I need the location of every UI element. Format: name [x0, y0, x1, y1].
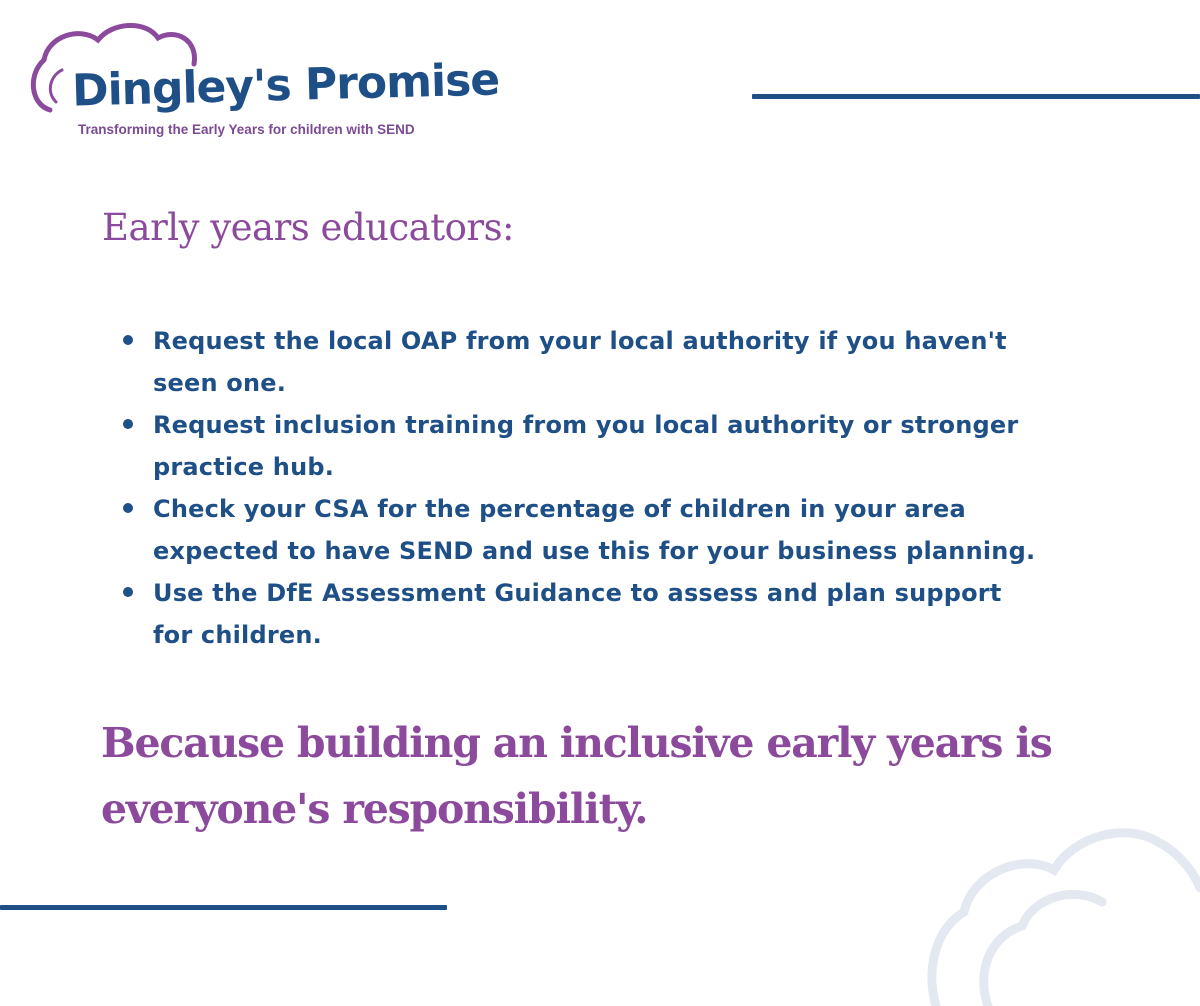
bottom-divider	[0, 905, 447, 910]
list-item-line: Use the DfE Assessment Guidance to assess and plan support	[153, 579, 1002, 607]
list-item-line: for children.	[153, 621, 322, 649]
bullet-dot-icon	[123, 419, 133, 429]
list-item-line: Request inclusion training from you local authority or stronger	[153, 411, 1019, 439]
cloud-outline-icon	[926, 822, 1200, 1006]
logo-tagline: Transforming the Early Years for children with SEND	[78, 122, 415, 137]
closing-line: everyone's responsibility.	[101, 785, 648, 833]
list-item-line: expected to have SEND and use this for your business planning.	[153, 537, 1036, 565]
top-divider	[752, 94, 1200, 99]
list-item	[153, 572, 1153, 656]
closing-line: Because building an inclusive early years is	[101, 719, 1052, 767]
bullet-dot-icon	[123, 587, 133, 597]
logo-wordmark: Dingley's Promise	[71, 54, 500, 117]
list-item-line: Request the local OAP from your local authority if you haven't	[153, 327, 1007, 355]
logo	[28, 18, 500, 148]
list-item-line: Check your CSA for the percentage of children in your area	[153, 495, 966, 523]
closing-statement	[101, 710, 1052, 842]
action-list	[153, 320, 1153, 656]
list-item-line: seen one.	[153, 369, 287, 397]
list-item	[153, 320, 1153, 404]
bullet-dot-icon	[123, 503, 133, 513]
list-item	[153, 488, 1153, 572]
bullet-dot-icon	[123, 335, 133, 345]
page-heading: Early years educators:	[102, 206, 515, 249]
list-item-line: practice hub.	[153, 453, 335, 481]
list-item	[153, 404, 1153, 488]
